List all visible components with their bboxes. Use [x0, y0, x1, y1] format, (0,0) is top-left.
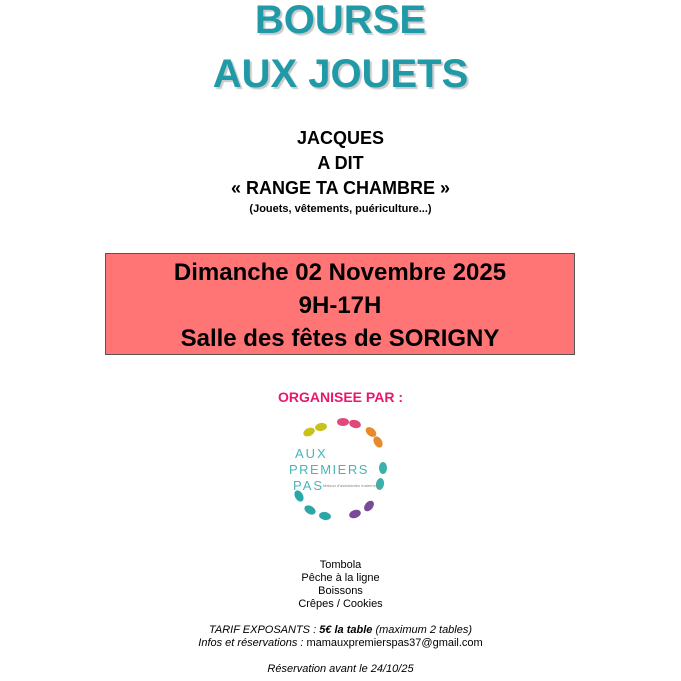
theme-line1: JACQUES [296, 128, 385, 148]
poster-title-line2: AUX JOUETS [212, 52, 469, 96]
contact-line [0, 637, 681, 650]
tarif-price: 5€ la table [319, 624, 373, 636]
svg-text:PAS: PAS [293, 478, 325, 493]
svg-text:AUX: AUX [295, 446, 328, 461]
event-date: Dimanche 02 Novembre 2025 [173, 259, 507, 286]
tarif-line [0, 624, 681, 637]
theme-note: (Jouets, vêtements, puériculture...) [249, 203, 432, 215]
reservation-deadline: Réservation avant le 24/10/25 [267, 663, 414, 675]
organizer-logo [285, 418, 395, 526]
contact-label: Infos et réservations : [198, 637, 307, 649]
tarif-limit: (maximum 2 tables) [372, 624, 473, 636]
activity-item: Tombola [319, 559, 362, 571]
event-venue: Salle des fêtes de SORIGNY [180, 325, 500, 352]
contact-email: mamauxpremierspas37@gmail.com [306, 637, 483, 649]
theme-line3: « RANGE TA CHAMBRE » [230, 178, 450, 198]
event-info-box [105, 253, 575, 355]
activity-item: Pêche à la ligne [301, 572, 380, 584]
activity-item: Boissons [318, 585, 363, 597]
svg-text:Maison d'assistantes maternell: Maison d'assistantes maternelles [323, 483, 382, 488]
theme-line2: A DIT [317, 153, 364, 173]
tarif-label: TARIF EXPOSANTS : [208, 624, 320, 636]
poster-title-line1: BOURSE [254, 0, 427, 42]
svg-text:PREMIERS: PREMIERS [289, 462, 369, 477]
footprints-ring-icon [285, 418, 395, 526]
activity-item: Crêpes / Cookies [298, 598, 383, 610]
event-hours: 9H-17H [298, 292, 382, 319]
organizer-label: ORGANISEE PAR : [278, 389, 403, 405]
